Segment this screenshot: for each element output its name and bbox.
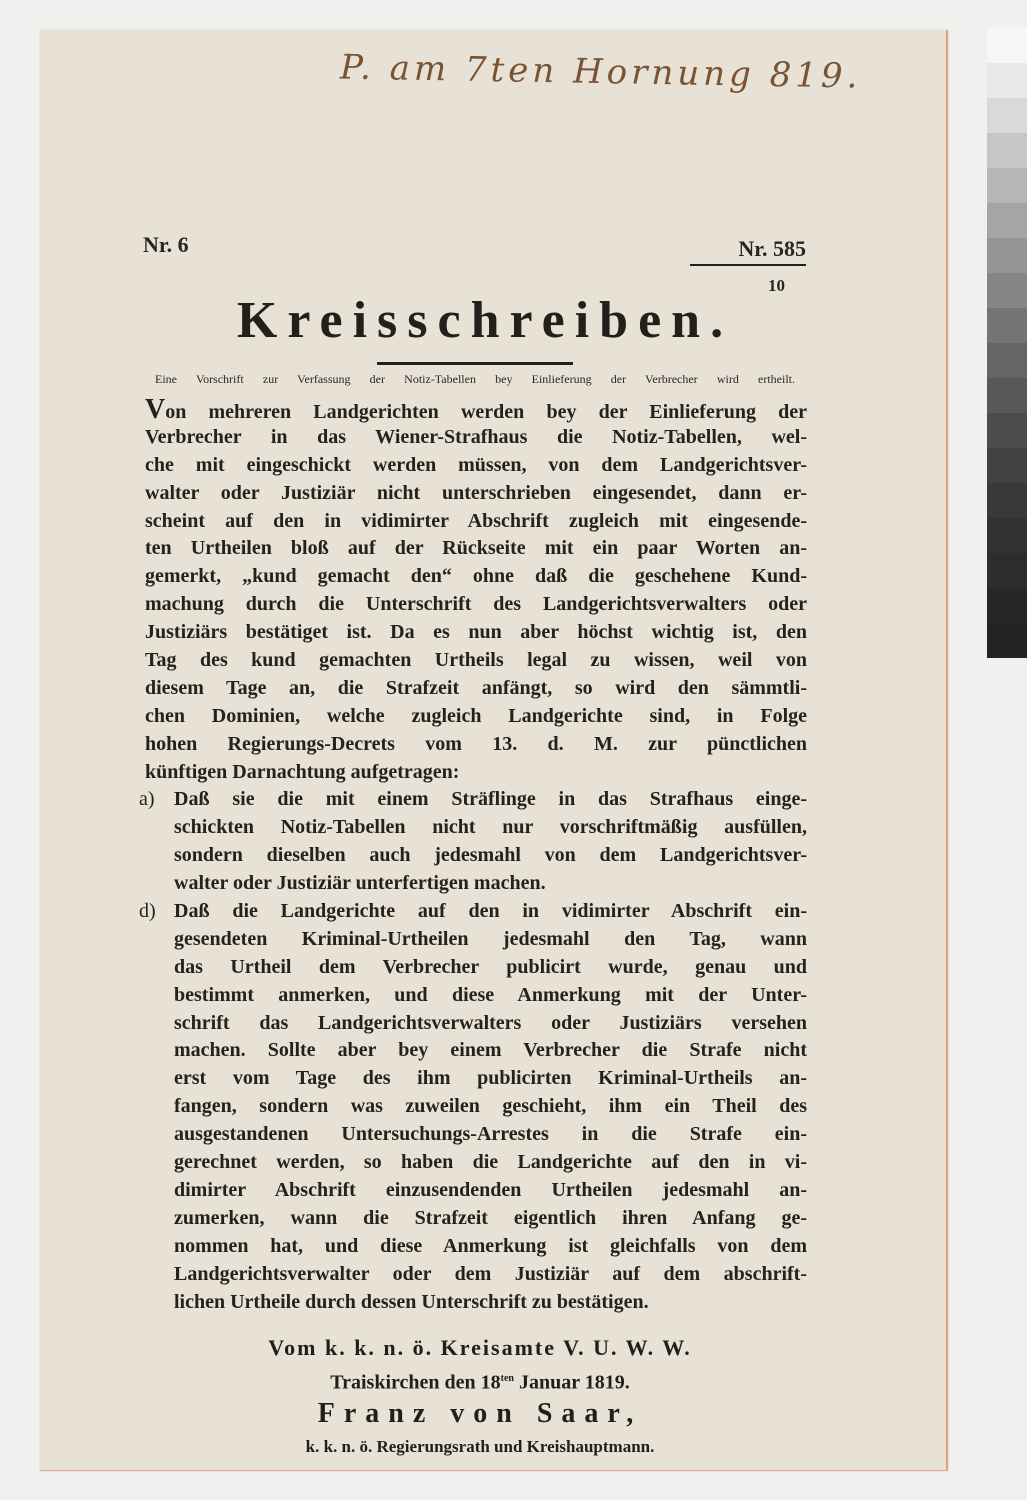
list-item-text: ausgestandenen Untersuchungs-Arrestes in die Strafe ein-: [174, 1123, 807, 1146]
list-item-text: erst vom Tage des ihm publicirten Kriminal-Urtheils an-: [174, 1067, 807, 1090]
list-item-line: [145, 982, 807, 1010]
grayscale-patch: [987, 413, 1027, 448]
document-body: [139, 394, 807, 1316]
body-line: che mit eingeschickt werden müssen, von dem Landgerichtsver-: [145, 453, 807, 476]
grayscale-patch: [987, 378, 1027, 413]
list-item-line: [145, 1037, 807, 1065]
body-line: Tag des kund gemachten Urtheils legal zu wissen, weil von: [145, 649, 807, 672]
grayscale-patch: [987, 98, 1027, 133]
list-item-text: walter oder Justiziär unterfertigen machen.: [174, 872, 546, 895]
place-date-prefix: Traiskirchen den 18: [330, 1371, 501, 1394]
grayscale-patch: [987, 63, 1027, 98]
list-item-text: zumerken, wann die Strafzeit eigentlich ihren Anfang ge-: [174, 1206, 807, 1229]
handwritten-note: P. am 7ten Hornung 819.: [339, 47, 862, 97]
list-item-line: [145, 926, 807, 954]
body-line: chen Dominien, welche zugleich Landgerichte sind, in Folge: [145, 704, 807, 727]
list-item-line: [139, 786, 807, 814]
body-line: künftigen Darnachtung aufgetragen:: [145, 760, 460, 783]
sub-number: 10: [768, 276, 785, 295]
body-line: hohen Regierungs-Decrets vom 13. d. M. zur pünctlichen: [145, 732, 807, 755]
list-item-text: das Urtheil dem Verbrecher publicirt wurde, genau und: [174, 955, 807, 978]
grayscale-patch: [987, 133, 1027, 168]
list-item-line: [145, 814, 807, 842]
list-item-line: [145, 1093, 807, 1121]
grayscale-patch: [987, 273, 1027, 308]
number-left: Nr. 6: [143, 232, 189, 257]
grayscale-patch: [987, 553, 1027, 588]
list-item-line: [145, 1233, 807, 1261]
list-item-text: fangen, sondern was zuweilen geschieht, ihm ein Theil des: [174, 1095, 807, 1118]
list-item-text: bestimmt anmerken, und diese Anmerkung mit der Unter-: [174, 983, 807, 1006]
body-line: Von mehreren Landgerichten werden bey der Einlieferung der: [145, 394, 807, 425]
list-item-text: Daß sie die mit einem Sträflinge in das Strafhaus einge-: [174, 788, 807, 811]
list-item-line: [145, 1261, 807, 1289]
issuing-office: Vom k. k. n. ö. Kreisamte V. U. W. W.: [268, 1335, 692, 1360]
body-line: Verbrecher in das Wiener-Strafhaus die Notiz-Tabellen, wel-: [145, 425, 807, 448]
grayscale-patch: [987, 448, 1027, 483]
list-item-text: gesendeten Kriminal-Urtheilen jedesmahl den Tag, wann: [174, 927, 807, 950]
body-line: walter oder Justiziär nicht unterschrieben eingesendet, dann er-: [145, 481, 807, 504]
list-item-text: lichen Urtheile durch dessen Unterschrift zu bestätigen.: [174, 1290, 649, 1313]
list-item-text: nommen hat, und diese Anmerkung ist gleichfalls von dem: [174, 1234, 807, 1257]
place-date: [140, 1366, 820, 1396]
body-line: diesem Tage an, die Strafzeit anfängt, so wird den sämmtli-: [145, 676, 807, 699]
body-line: gemerkt, „kund gemacht den“ ohne daß die geschehene Kund-: [145, 565, 807, 588]
list-item-marker: a): [139, 788, 155, 811]
signer-title: k. k. n. ö. Regierungsrath und Kreishauptmann.: [305, 1437, 655, 1456]
list-item-line: [145, 1177, 807, 1205]
list-item-text: schrift das Landgerichtsverwalters oder Justiziärs versehen: [174, 1011, 807, 1034]
body-line: machung durch die Unterschrift des Landgerichtsverwalters oder: [145, 593, 807, 616]
list-item-line: [145, 1205, 807, 1233]
place-date-suffix: Januar 1819.: [513, 1371, 630, 1394]
document-title: Kreisschreiben.: [236, 292, 734, 349]
list-item-line: [145, 1149, 807, 1177]
grayscale-calibration-strip: [987, 28, 1027, 658]
body-line: scheint auf den in vidimirter Abschrift zugleich mit eingesende-: [145, 509, 807, 532]
list-item-text: Daß die Landgerichte auf den in vidimirter Abschrift ein-: [174, 900, 807, 923]
grayscale-patch: [987, 203, 1027, 238]
signer-name: Franz von Saar,: [317, 1398, 643, 1429]
list-item-text: dimirter Abschrift einzusendenden Urtheilen jedesmahl an-: [174, 1178, 807, 1201]
body-line: Justiziärs bestätiget ist. Da es nun aber höchst wichtig ist, den: [145, 621, 807, 644]
grayscale-patch: [987, 588, 1027, 623]
grayscale-patch: [987, 518, 1027, 553]
grayscale-patch: [987, 483, 1027, 518]
list-item-text: machen. Sollte aber bey einem Verbrecher die Strafe nicht: [174, 1039, 807, 1062]
list-item-line: [145, 842, 807, 870]
list-item-text: gerechnet werden, so haben die Landgerichte auf den in vi-: [174, 1151, 807, 1174]
list-item-line: [145, 1289, 807, 1317]
grayscale-patch: [987, 308, 1027, 343]
list-item-text: Landgerichtsverwalter oder dem Justiziär auf dem abschrift-: [174, 1262, 807, 1285]
body-line: ten Urtheilen bloß auf der Rückseite mit ein paar Worten an-: [145, 537, 807, 560]
grayscale-patch: [987, 168, 1027, 203]
number-right: Nr. 585: [690, 236, 806, 266]
list-item-text: schickten Notiz-Tabellen nicht nur vorschriftmäßig ausfüllen,: [174, 816, 807, 839]
grayscale-patch: [987, 28, 1027, 63]
list-item-marker: d): [139, 900, 156, 923]
grayscale-patch: [987, 343, 1027, 378]
list-item-line: [139, 898, 807, 926]
title-divider: [377, 362, 573, 365]
grayscale-patch: [987, 623, 1027, 658]
list-item-line: [145, 870, 807, 898]
list-item-line: [145, 1121, 807, 1149]
list-item-line: [145, 1065, 807, 1093]
list-item-line: [145, 954, 807, 982]
list-item-line: [145, 1010, 807, 1038]
list-item-text: sondern dieselben auch jedesmahl von dem Landgerichtsver-: [174, 844, 807, 867]
grayscale-patch: [987, 238, 1027, 273]
document-summary: Eine Vorschrift zur Verfassung der Notiz-Tabellen bey Einlieferung der Verbrecher wird ertheilt.: [155, 372, 795, 386]
place-date-sup: ten: [500, 1373, 514, 1384]
